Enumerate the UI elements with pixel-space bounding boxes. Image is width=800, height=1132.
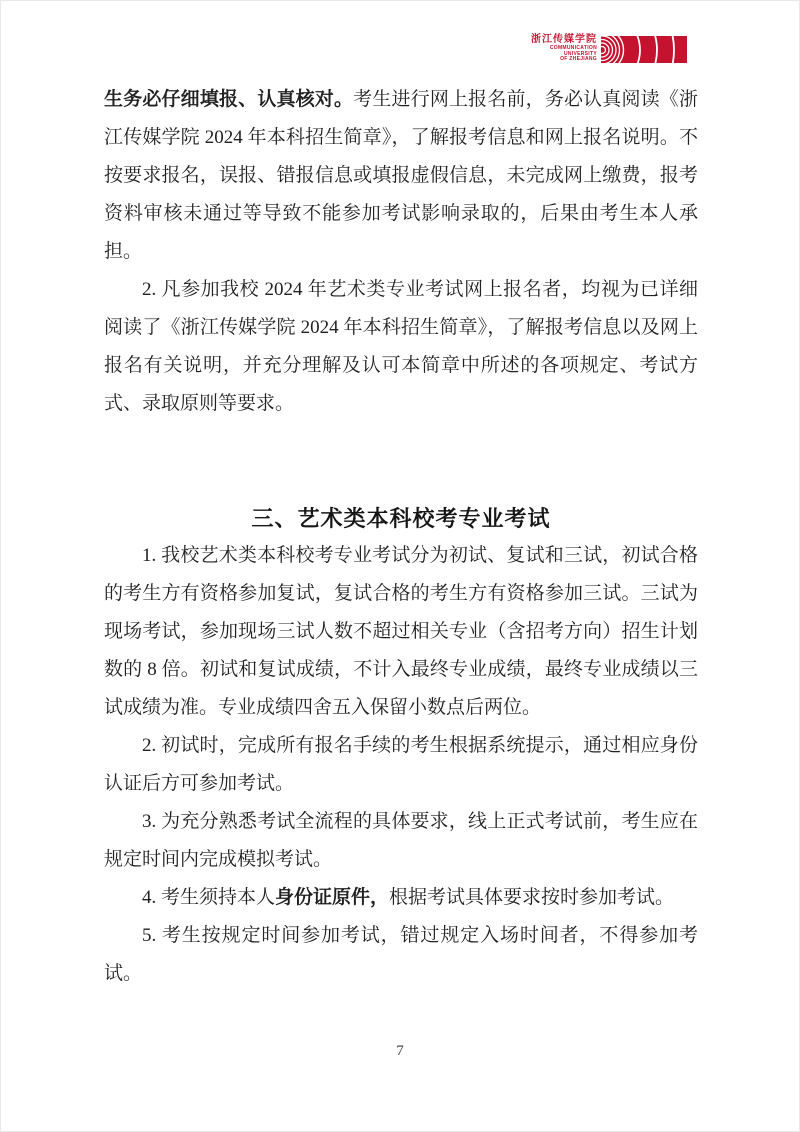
bold-text: 身份证原件， xyxy=(275,887,390,908)
paragraph xyxy=(104,917,698,993)
logo-chinese-name: 浙江传媒学院 xyxy=(531,34,597,45)
body-text: 2. 凡参加我校 2024 年艺术类专业考试网上报名者，均视为已详细阅读了《浙江传媒学院 2024 年本科招生简章》，了解报考信息以及网上报名有关说明，并充分理解及认可本简章中所述的各项规定、考试方式、录取原则等要求。 xyxy=(104,279,698,414)
logo-english-name xyxy=(550,46,597,63)
logo-english-line: OF ZHEJIANG xyxy=(560,56,597,62)
body-text: 3. 为充分熟悉考试全流程的具体要求，线上正式考试前，考生应在规定时间内完成模拟考试。 xyxy=(104,811,698,870)
body-text: 5. 考生按规定时间参加考试，错过规定入场时间者，不得参加考试。 xyxy=(104,925,698,984)
body-text: 2. 初试时，完成所有报名手续的考生根据系统提示，通过相应身份认证后方可参加考试。 xyxy=(104,735,698,794)
page-number: 7 xyxy=(396,1043,404,1059)
intro-paragraphs xyxy=(104,81,698,423)
section-heading: 三、艺术类本科校考专业考试 xyxy=(251,506,551,531)
bold-text: 生务必仔细填报、认真核对。 xyxy=(104,89,354,110)
body-text: 根据考试具体要求按时参加考试。 xyxy=(389,887,675,908)
page-content xyxy=(104,81,698,993)
page-footer xyxy=(1,1042,799,1060)
section-paragraphs xyxy=(104,537,698,993)
paragraph xyxy=(104,271,698,423)
paragraph xyxy=(104,727,698,803)
sound-wave-logo-icon xyxy=(601,36,687,63)
paragraph xyxy=(104,879,698,917)
body-text: 考生进行网上报名前，务必认真阅读《浙江传媒学院 2024 年本科招生简章》，了解报考信息和网上报名说明。不按要求报名，误报、错报信息或填报虚假信息，未完成网上缴费，报考资料审核未通过等导致不能参加考试影响录取的，后果由考生本人承担。 xyxy=(104,89,698,262)
body-text: 1. 我校艺术类本科校考专业考试分为初试、复试和三试，初试合格的考生方有资格参加复试，复试合格的考生方有资格参加三试。三试为现场考试，参加现场三试人数不超过相关专业（含招考方向）招生计划数的 8 倍。初试和复试成绩，不计入最终专业成绩，最终专业成绩以三试成绩为准。专业成绩四舍五入保留小数点后两位。 xyxy=(104,545,698,718)
logo-english-line: COMMUNICATION xyxy=(549,45,597,51)
body-text: 4. 考生须持本人 xyxy=(142,887,276,908)
paragraph xyxy=(104,537,698,727)
logo-text-block xyxy=(531,32,597,63)
paragraph xyxy=(104,803,698,879)
university-logo xyxy=(531,32,687,63)
paragraph xyxy=(104,81,698,271)
logo-english-line: UNIVERSITY xyxy=(563,50,597,57)
